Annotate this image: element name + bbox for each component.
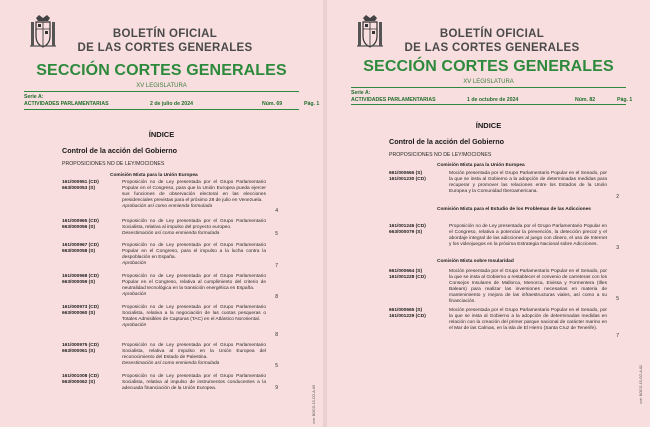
index-heading: ÍNDICE xyxy=(475,121,502,130)
entry-ids xyxy=(62,305,120,317)
commission-heading: Comisión Mixta para la Unión Europea xyxy=(437,163,525,168)
entry-text: Proposición no de Ley presentada por el Grupo Parlamentario Popular en el Congreso, para el impulso a la lucha contra la despoblación en España. xyxy=(122,243,266,260)
gov-title-line-2: DE LAS CORTES GENERALES xyxy=(77,42,253,54)
entry-ids xyxy=(389,171,447,183)
section-title: SECCIÓN CORTES GENERALES xyxy=(36,62,287,79)
header-rule-top xyxy=(24,91,299,92)
entry-text-block xyxy=(122,243,266,267)
serie-line-2: ACTIVIDADES PARLAMENTARIAS xyxy=(351,96,436,103)
entry-id: 663/000053 (S) xyxy=(62,185,96,191)
commission-heading: Comisión Mixta sobre Insularidad xyxy=(437,259,514,264)
serie-line-2: ACTIVIDADES PARLAMENTARIAS xyxy=(24,100,109,107)
entry-page-number: 5 xyxy=(275,231,278,238)
section-title: SECCIÓN CORTES GENERALES xyxy=(363,58,614,75)
entry-text-block xyxy=(449,171,607,195)
entry-id: 663/000061 (S) xyxy=(62,348,96,354)
page-number: Pág. 1 xyxy=(617,97,633,103)
gov-title-line-2: DE LAS CORTES GENERALES xyxy=(404,42,580,54)
gov-title xyxy=(70,27,260,55)
index-heading: ÍNDICE xyxy=(148,130,175,139)
entry-ids xyxy=(62,219,120,231)
entry-id: 663/000059 (S) xyxy=(62,279,96,285)
control-heading: Control de la acción del Gobierno xyxy=(62,146,178,155)
bulletin-page-1 xyxy=(0,0,323,427)
index-entry[interactable] xyxy=(62,219,278,238)
entry-page-number: 5 xyxy=(275,363,278,370)
serie-line-1: Serie A: xyxy=(24,94,44,100)
entry-page-number: 5 xyxy=(616,296,619,303)
header-rule-bottom xyxy=(351,104,626,105)
coat-of-arms-icon xyxy=(353,14,387,52)
entry-status: Aprobación así como enmienda formulada xyxy=(122,203,213,209)
entry-text-block xyxy=(122,343,266,367)
entry-id: 663/000060 (S) xyxy=(62,310,96,316)
coat-of-arms-icon xyxy=(26,14,60,52)
entry-text-block xyxy=(122,305,266,329)
gov-title xyxy=(397,27,587,55)
index-entry[interactable] xyxy=(389,224,619,252)
entry-text-block xyxy=(122,180,266,210)
page-number: Pág. 1 xyxy=(304,101,320,107)
entry-id: 161/000973 (CD) xyxy=(62,305,99,310)
entry-text-block xyxy=(122,374,266,392)
entry-text-block xyxy=(122,274,266,298)
cve-code: cve: BOCG-15-CG-A-82 xyxy=(639,365,643,404)
gov-title-line-1: BOLETÍN OFICIAL xyxy=(439,28,545,40)
index-entry[interactable] xyxy=(62,274,278,301)
entry-page-number: 8 xyxy=(275,332,278,339)
entry-ids xyxy=(389,308,447,320)
cve-code: cve: BOCG-15-CG-A-69 xyxy=(312,385,316,424)
entry-text-block xyxy=(449,224,607,248)
control-heading: Control de la acción del Gobierno xyxy=(389,137,505,146)
index-entry[interactable] xyxy=(62,305,278,339)
entry-text: Moción presentada por el Grupo Parlamentario Popular en el Senado, por la que se insta al Gobierno a la adopción de determinadas medidas en relación con la creación del primer parque nacional de carácter marino en el Mar de las Calmas, en la isla de El Hierro (Santa Cruz de Tenerife). xyxy=(449,308,607,331)
entry-page-number: 3 xyxy=(616,245,619,252)
legislatura: XV LEGISLATURA xyxy=(136,83,187,89)
entry-status: Desestimación así como enmienda formulada xyxy=(122,230,220,236)
entry-ids xyxy=(389,224,447,236)
commission-heading: Comisión Mixta para la Unión Europea xyxy=(110,173,198,178)
serie-label xyxy=(24,94,109,107)
entry-ids xyxy=(62,243,120,255)
proposiciones-heading: PROPOSICIONES NO DE LEY/MOCIONES xyxy=(62,161,165,167)
entry-page-number: 2 xyxy=(616,194,619,201)
entry-id: 161/000975 (CD) xyxy=(62,343,99,348)
legislatura: XV LEGISLATURA xyxy=(463,79,514,85)
entry-id: 661/000664 (S) xyxy=(389,269,423,274)
entry-text: Proposición no de Ley presentada por el Grupo Parlamentario Popular en el Congreso, relativa al cumplimiento del criterio de neutralidad tecnológica en la transición energética en España. xyxy=(122,274,266,291)
index-entry[interactable] xyxy=(62,343,278,370)
entry-id: 661/000666 (S) xyxy=(389,171,423,176)
entry-id: 161/001246 (CD) xyxy=(389,224,426,229)
entry-ids xyxy=(62,180,120,192)
commission-heading: Comisión Mixta para el Estudio de los Problemas de las Adicciones xyxy=(437,207,591,212)
entry-text-block xyxy=(122,219,266,237)
entry-id: 161/001228 (CD) xyxy=(389,274,426,280)
entry-status: Aprobación xyxy=(122,260,147,266)
index-entry[interactable] xyxy=(62,180,278,215)
entry-ids xyxy=(62,274,120,286)
entry-id: 161/001229 (CD) xyxy=(389,313,426,319)
entry-ids xyxy=(62,374,120,386)
entry-id: 161/000951 (CD) xyxy=(62,180,99,185)
header-rule-bottom xyxy=(24,109,299,110)
entry-id: 663/000058 (S) xyxy=(62,248,96,254)
entry-id: 161/001008 (CD) xyxy=(62,374,99,379)
entry-id: 161/001230 (CD) xyxy=(389,176,426,182)
gov-title-line-1: BOLETÍN OFICIAL xyxy=(112,28,218,40)
entry-text: Proposición no de Ley presentada por el Grupo Parlamentario Socialista, relativa al impulso del proyecto europeo. xyxy=(122,219,266,230)
entry-id: 161/000965 (CD) xyxy=(62,219,99,224)
entry-id: 663/000079 (S) xyxy=(389,229,423,235)
entry-ids xyxy=(389,269,447,281)
entry-text: Moción presentada por el Grupo Parlamentario Popular en el Senado, por la que se insta al Gobierno a restablecer el convenio de carreteras con los Consejos Insulares de Mallorca, Menorca, Eivissa y Formentera (Illes Balears) para realizar las inversiones necesarias en materia de mantenimiento y mejora de las infraestructuras viales, así como a su financiación. xyxy=(449,269,607,304)
index-entry[interactable] xyxy=(389,308,619,340)
entry-page-number: 9 xyxy=(275,385,278,392)
entry-page-number: 7 xyxy=(616,333,619,340)
proposiciones-heading: PROPOSICIONES NO DE LEY/MOCIONES xyxy=(389,152,492,158)
index-entry[interactable] xyxy=(389,171,619,201)
entry-id: 161/000967 (CD) xyxy=(62,243,99,248)
entry-status: Aprobación xyxy=(122,322,147,328)
index-entry[interactable] xyxy=(62,243,278,270)
issue-date: 2 de julio de 2024 xyxy=(150,101,193,107)
entry-text: Proposición no de Ley presentada por el Grupo Parlamentario Socialista, relativa a la negociación de las cuotas pesqueras o Totales Admisibles de Capturas (TAC) en el Atlántico Nororiental. xyxy=(122,305,266,322)
entry-status: Aprobación xyxy=(122,291,147,297)
issue-number: Núm. 82 xyxy=(575,97,596,103)
header-rule-top xyxy=(351,87,626,88)
entry-status: Desestimación así como enmienda formulada xyxy=(122,360,220,366)
serie-line-1: Serie A: xyxy=(351,90,371,96)
entry-text: Moción presentada por el Grupo Parlamentario Popular en el Senado, por la que se insta al Gobierno a la adopción de determinadas medidas para recuperar y promover las relaciones entre los Estados de la Unión Europea y la Comunidad Iberoamericana. xyxy=(449,171,607,194)
issue-date: 1 de octubre de 2024 xyxy=(467,97,519,103)
entry-text-block xyxy=(449,308,607,332)
bulletin-page-2 xyxy=(327,0,650,427)
entry-text: Proposición no de Ley presentada por el Grupo Parlamentario Popular en el Congreso, relativa a potenciar la prevención, la detección precoz y el abordaje integral de las adicciones al juego con dinero, el uso de Internet y los videojuegos en la próxima Estrategia Nacional sobre Adicciones. xyxy=(449,224,607,247)
index-entry[interactable] xyxy=(62,374,278,392)
entry-page-number: 4 xyxy=(275,208,278,215)
entry-text: Proposición no de Ley presentada por el Grupo Parlamentario Socialista, relativa al impulso en la Unión Europea del reconocimiento del Estado de Palestina. xyxy=(122,343,266,360)
entry-text: Proposición no de Ley presentada por el Grupo Parlamentario Popular en el Congreso, para que la Unión Europea pueda ejercer sus funciones de observación electoral en las elecciones presidenciales previstas para el próximo 28 de julio en Venezuela. xyxy=(122,180,266,203)
issue-number: Núm. 69 xyxy=(262,101,283,107)
index-entry[interactable] xyxy=(389,269,619,303)
entry-page-number: 7 xyxy=(275,263,278,270)
entry-page-number: 8 xyxy=(275,294,278,301)
entry-text: Proposición no de Ley presentada por el Grupo Parlamentario Socialista, relativa al impulso de instrumentos conducentes a la adecuada financiación de la Unión Europea. xyxy=(122,374,266,391)
entry-id: 661/000665 (S) xyxy=(389,308,423,313)
entry-text-block xyxy=(449,269,607,304)
entry-id: 663/000062 (S) xyxy=(62,379,96,385)
entry-id: 663/000056 (S) xyxy=(62,224,96,230)
entry-ids xyxy=(62,343,120,355)
serie-label xyxy=(351,90,436,103)
entry-id: 161/000968 (CD) xyxy=(62,274,99,279)
